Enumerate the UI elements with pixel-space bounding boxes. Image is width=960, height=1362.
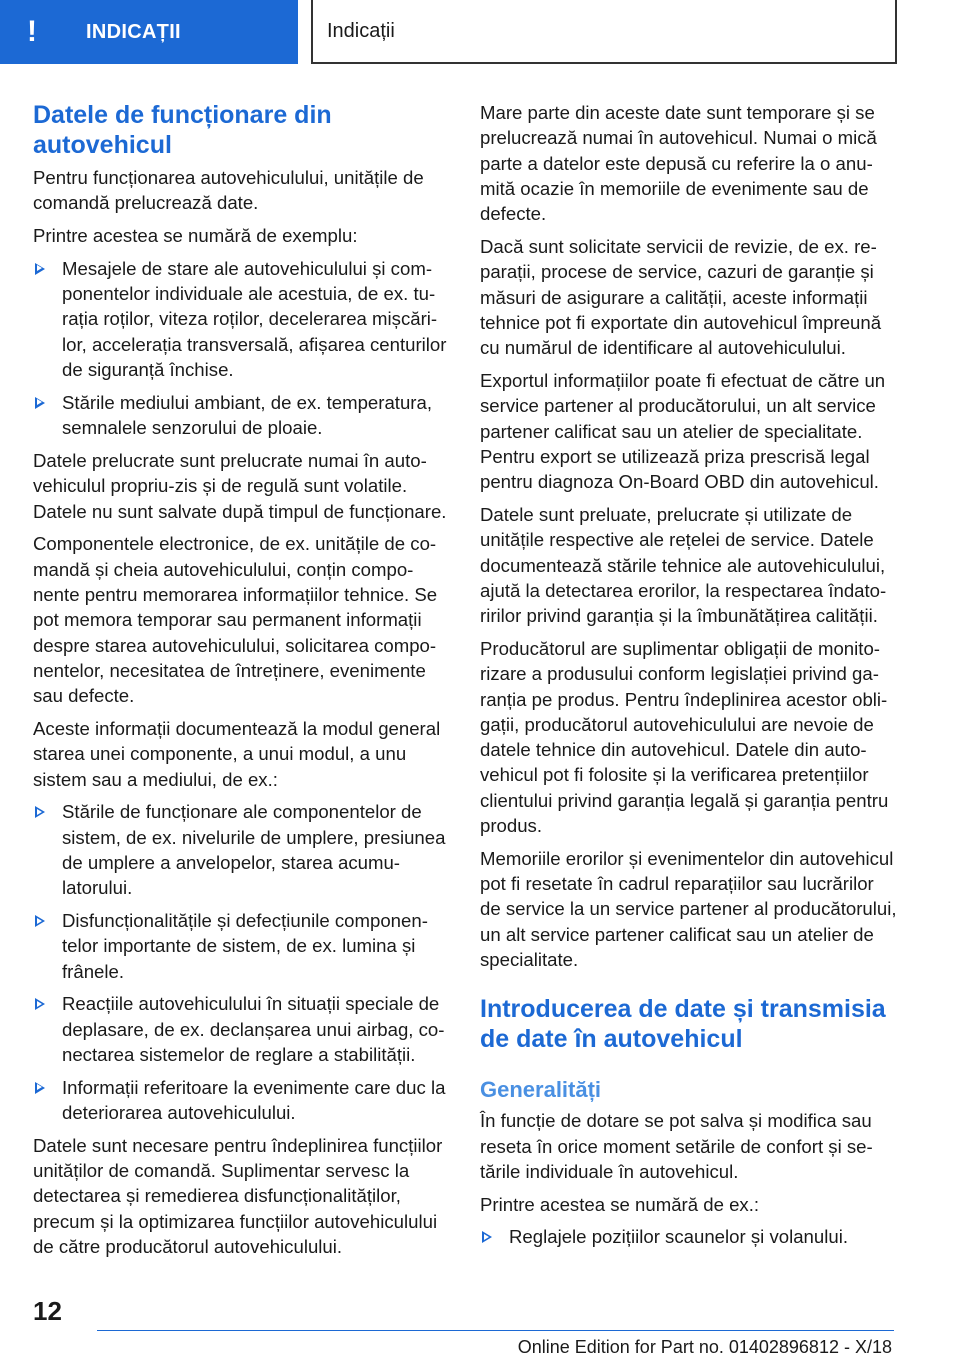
list-item-text: Reacțiile autovehiculului în situații speciale de deplasare, de ex. declanșarea unui airbag, conectarea sistemelor de reglare a stabilității. — [62, 993, 445, 1065]
page-header — [311, 0, 897, 64]
triangle-bullet-icon — [35, 915, 45, 927]
bullet-list — [480, 1224, 898, 1249]
triangle-bullet-icon — [35, 1082, 45, 1094]
paragraph: În funcție de dotare se pot salva și modifica sau reseta în orice moment setările de confort și setările individuale în autovehicul. — [480, 1110, 873, 1182]
paragraph: Aceste informații documentează la modul general starea unei componente, a unui modul, a unu sistem sau a mediului, de ex.: — [33, 717, 441, 790]
triangle-bullet-icon — [35, 998, 45, 1010]
list-item — [33, 799, 449, 900]
paragraph: Pentru funcționarea autovehiculului, unitățile de comandă prelucrează date. — [33, 167, 424, 214]
edition-note: Online Edition for Part no. 01402896812 - X/18 — [517, 1337, 892, 1357]
paragraph: Datele prelucrate sunt prelucrate numai în autovehiculul propriu-zis și de regulă sunt volatile. Datele nu sunt salvate după timpul de funcționare. — [33, 449, 447, 522]
paragraph: Memoriile erorilor și evenimentelor din autovehicul pot fi resetate în cadrul reparațiilor sau lucrărilor de service la un service partener al producătorului, un alt service partener calificat sau un atelier de specialitate. — [480, 847, 897, 970]
list-item — [33, 390, 449, 441]
paragraph: Mare parte din aceste date sunt temporare și se prelucrează numai în autovehicul. Numai o mică parte a datelor este depusă cu referire la o anumită ocazie în memoriile de evenimente sau de defecte. — [480, 102, 877, 225]
list-item-text: Stările mediului ambiant, de ex. temperatura, semnalele senzorului de ploaie. — [62, 391, 432, 439]
list-item-text: Informații referitoare la evenimente care duc la deteriorarea autovehiculului. — [62, 1076, 446, 1124]
section-heading: Introducerea de date și transmisia de date în autovehicul — [480, 995, 886, 1054]
paragraph: Exportul informațiilor poate fi efectuat de către un service partener al producătorului, un alt service partener calificat sau un atelier de specialitate. Pentru export se utilizează priza prescrisă legal pentru diagnoza On-Board OBD din autovehicul. — [480, 369, 886, 493]
paragraph: Printre acestea se numără de ex.: — [480, 1193, 760, 1215]
paragraph: Producătorul are suplimentar obligații de monitorizare a produsului conform legislației privind garanția pe produs. Pentru îndeplinirea acestor obligații, producătorul autovehiculului are nevoie de datele tehnice din autovehicul. Datele din autovehicul pot fi folosite și la verificarea pretențiilor clientului privind garanția legală și garanția pentru produs. — [480, 637, 889, 837]
paragraph: Componentele electronice, de ex. unitățile de comandă și cheia autovehiculului, conțin componente pentru memorarea informațiilor tehnice. Se pot memora temporar sau permanent informații despre starea autovehiculului, solicitarea componentelor, necesitatea de întreținere, evenimente sau defecte. — [33, 533, 438, 707]
left-column — [33, 100, 449, 1267]
page-header-title: Indicații — [327, 20, 395, 42]
list-item — [33, 991, 449, 1067]
list-item-text: Reglajele pozițiilor scaunelor și volanului. — [509, 1226, 848, 1248]
list-item — [33, 256, 449, 382]
footer-divider — [97, 1330, 894, 1331]
right-column — [480, 100, 898, 1257]
triangle-bullet-icon — [35, 806, 45, 818]
list-item-text: Stările de funcționare ale componentelor de sistem, de ex. nivelurile de umplere, presiunea de umplere a anvelopelor, starea acumulatorului. — [62, 801, 446, 899]
list-item — [33, 908, 449, 984]
exclamation-icon: ! — [27, 15, 37, 48]
page-number: 12 — [33, 1296, 62, 1326]
paragraph: Printre acestea se numără de exemplu: — [33, 225, 358, 247]
section-label: INDICAȚII — [86, 20, 181, 43]
section-tab — [0, 0, 298, 64]
triangle-bullet-icon — [482, 1231, 492, 1243]
paragraph: Dacă sunt solicitate servicii de revizie, de ex. reparații, procese de service, cazuri de garanție și măsuri de asigurare a calității, aceste informații tehnice pot fi exportate din autovehicul împreună cu numărul de identificare al autovehiculului. — [480, 235, 882, 359]
subsection-heading: Generalități — [480, 1077, 602, 1103]
section-heading: Datele de funcționare din autovehicul — [33, 101, 332, 159]
triangle-bullet-icon — [35, 397, 45, 409]
bullet-list — [33, 256, 449, 441]
list-item-text: Disfuncționalitățile și defecțiunile componentelor importante de sistem, de ex. lumina și frânele. — [62, 910, 428, 982]
list-item — [480, 1224, 898, 1249]
triangle-bullet-icon — [35, 263, 45, 275]
list-item — [33, 1075, 449, 1126]
list-item-text: Mesajele de stare ale autovehiculului și componentelor individuale ale acestuia, de ex. turația roților, viteza roților, decelerarea mișcărilor, accelerația transversală, afișarea centurilor de siguranță închise. — [62, 257, 447, 381]
paragraph: Datele sunt preluate, prelucrate și utilizate de unitățile respective ale rețelei de service. Datele documentează stările tehnice ale autovehiculului, ajută la detectarea erorilor, la respectarea îndatoririlor privind garanția și la îmbunătățirea calității. — [480, 503, 887, 627]
paragraph: Datele sunt necesare pentru îndeplinirea funcțiilor unităților de comandă. Suplimentar servesc la detectarea și remedierea disfuncționalităților, precum și la optimizarea funcțiilor autovehiculului de către producătorul autovehiculului. — [33, 1134, 443, 1258]
bullet-list — [33, 799, 449, 1125]
